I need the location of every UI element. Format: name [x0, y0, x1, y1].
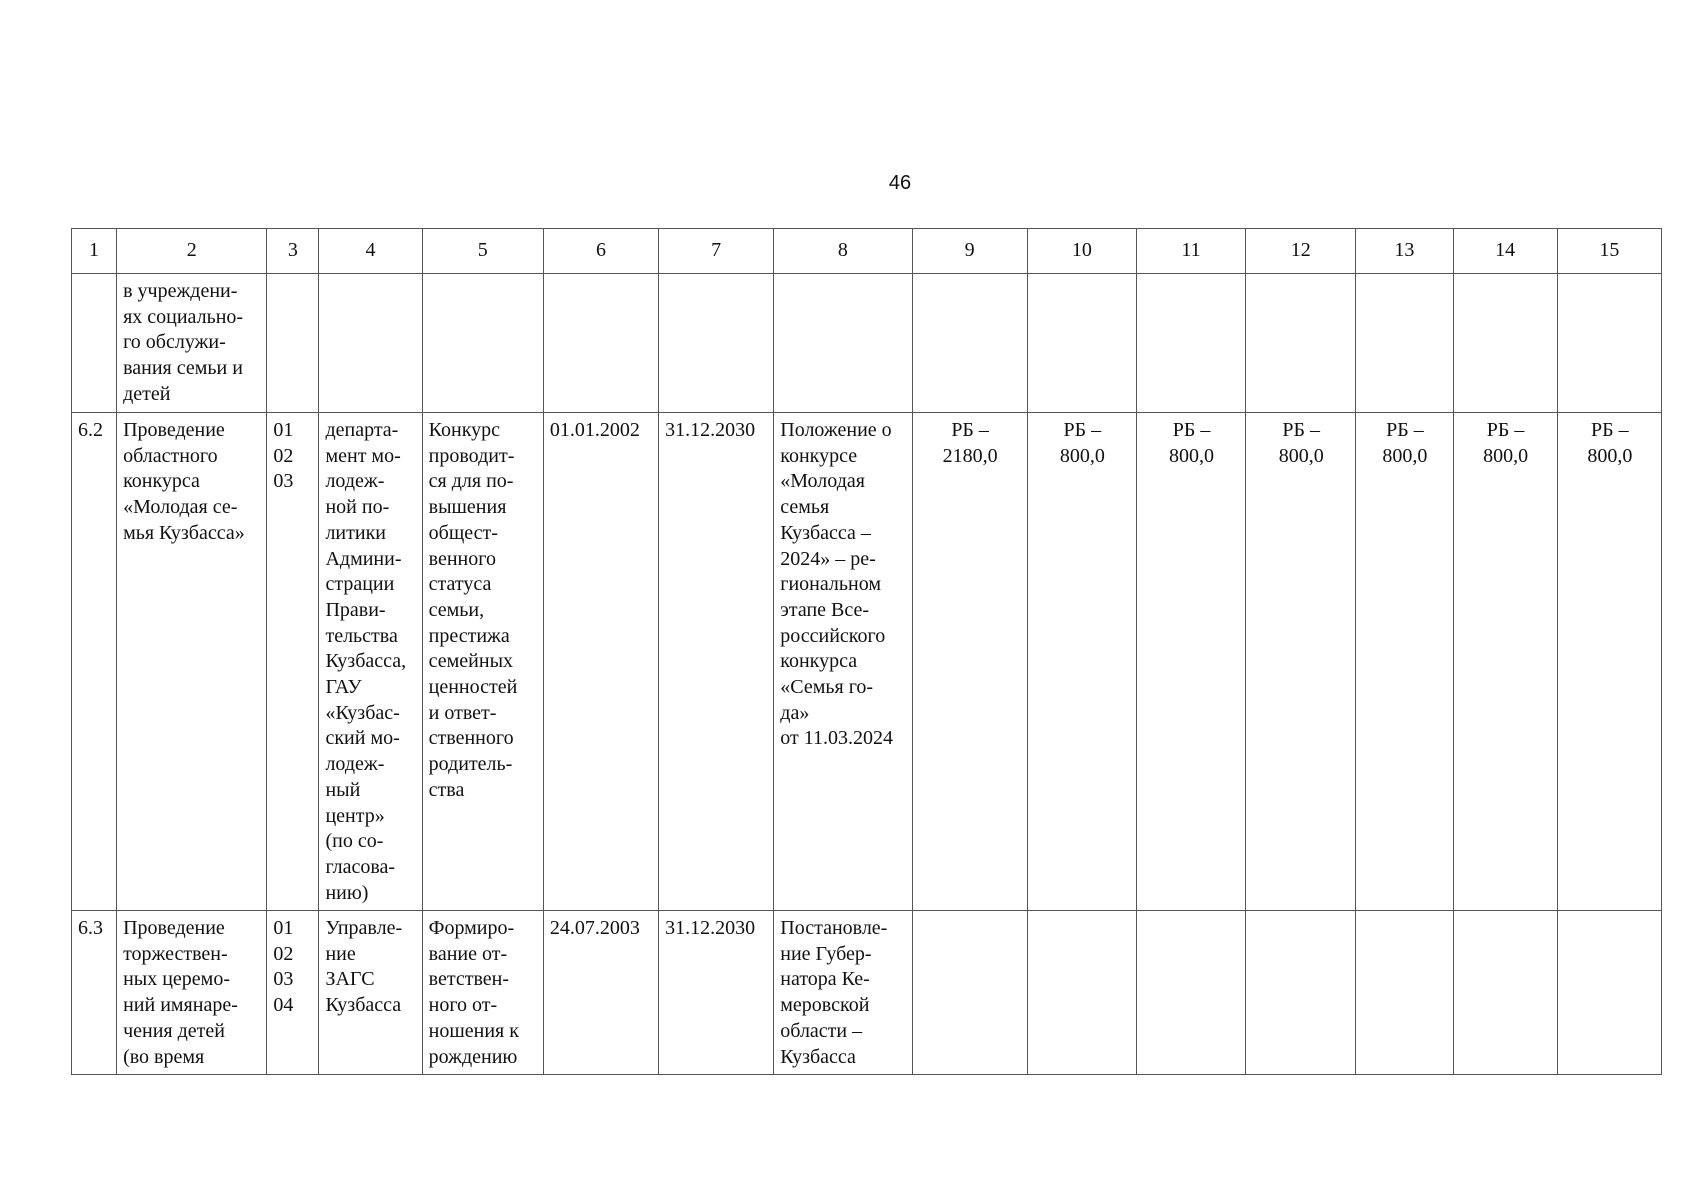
table-header-row [72, 229, 1662, 274]
column-header: 12 [1246, 229, 1356, 274]
column-header: 10 [1027, 229, 1136, 274]
description-cell: Конкурс проводит- ся для по- вышения общест- венного статуса семьи, престижа семейных ценностей и ответ- ственного родитель- ства [422, 413, 543, 911]
end-date-cell: 31.12.2030 [659, 413, 774, 911]
start-date-cell: 24.07.2003 [543, 911, 658, 1075]
end-date-cell: 31.12.2030 [659, 911, 774, 1075]
column-header: 4 [319, 229, 422, 274]
column-header: 9 [912, 229, 1027, 274]
table-cell [1136, 274, 1245, 413]
funding-cell [1453, 911, 1557, 1075]
column-header: 2 [117, 229, 267, 274]
program-table [71, 228, 1662, 1075]
table-cell [72, 274, 117, 413]
table-cell [543, 274, 658, 413]
funding-cell [912, 911, 1027, 1075]
page-number: 46 [888, 172, 912, 194]
column-header: 3 [267, 229, 319, 274]
column-header: 15 [1557, 229, 1661, 274]
table-cell [912, 274, 1027, 413]
table-cell [1027, 274, 1136, 413]
funding-cell [1246, 911, 1356, 1075]
table-cell: в учреждени- ях социально- го обслужи- вания семьи и детей [117, 274, 267, 413]
funding-cell [1027, 911, 1136, 1075]
table-cell [659, 274, 774, 413]
funding-cell [1356, 911, 1453, 1075]
event-name-cell: Проведение торжествен- ных церемо- ний имянаре- чения детей (во время [117, 911, 267, 1075]
column-header: 11 [1136, 229, 1245, 274]
table-row [72, 911, 1662, 1075]
column-header: 8 [774, 229, 912, 274]
funding-cell: РБ – 800,0 [1453, 413, 1557, 911]
table-cell [774, 274, 912, 413]
funding-cell: РБ – 800,0 [1027, 413, 1136, 911]
document-cell: Постановле- ние Губер- натора Ке- меровской области – Кузбасса [774, 911, 912, 1075]
funding-cell: РБ – 2180,0 [912, 413, 1027, 911]
table-cell [1557, 274, 1661, 413]
event-name-cell: Проведение областного конкурса «Молодая се- мья Кузбасса» [117, 413, 267, 911]
table-cell [422, 274, 543, 413]
funding-cell: РБ – 800,0 [1136, 413, 1245, 911]
table-cell [1246, 274, 1356, 413]
funding-cell: РБ – 800,0 [1246, 413, 1356, 911]
table-cell [1453, 274, 1557, 413]
document-cell: Положение о конкурсе «Молодая семья Кузбасса – 2024» – ре- гиональном этапе Все- российского конкурса «Семья го- да» от 11.03.2024 [774, 413, 912, 911]
code-cell: 01 02 03 [267, 413, 319, 911]
table-row [72, 274, 1662, 413]
table-cell [1356, 274, 1453, 413]
column-header: 6 [543, 229, 658, 274]
description-cell: Формиро- вание от- ветствен- ного от- ношения к рождению [422, 911, 543, 1075]
column-header: 7 [659, 229, 774, 274]
row-number-cell: 6.2 [72, 413, 117, 911]
table-row [72, 413, 1662, 911]
row-number-cell: 6.3 [72, 911, 117, 1075]
executor-cell: Управле- ние ЗАГС Кузбасса [319, 911, 422, 1075]
column-header: 13 [1356, 229, 1453, 274]
code-cell: 01 02 03 04 [267, 911, 319, 1075]
funding-cell [1557, 911, 1661, 1075]
funding-cell: РБ – 800,0 [1557, 413, 1661, 911]
column-header: 5 [422, 229, 543, 274]
funding-cell: РБ – 800,0 [1356, 413, 1453, 911]
start-date-cell: 01.01.2002 [543, 413, 658, 911]
table-cell [267, 274, 319, 413]
column-header: 14 [1453, 229, 1557, 274]
column-header: 1 [72, 229, 117, 274]
table-cell [319, 274, 422, 413]
executor-cell: департа- мент мо- лодеж- ной по- литики Админи- страции Прави- тельства Кузбасса, ГАУ «Кузбас- ский мо- лодеж- ный центр» (по со- гласова- нию) [319, 413, 422, 911]
funding-cell [1136, 911, 1245, 1075]
